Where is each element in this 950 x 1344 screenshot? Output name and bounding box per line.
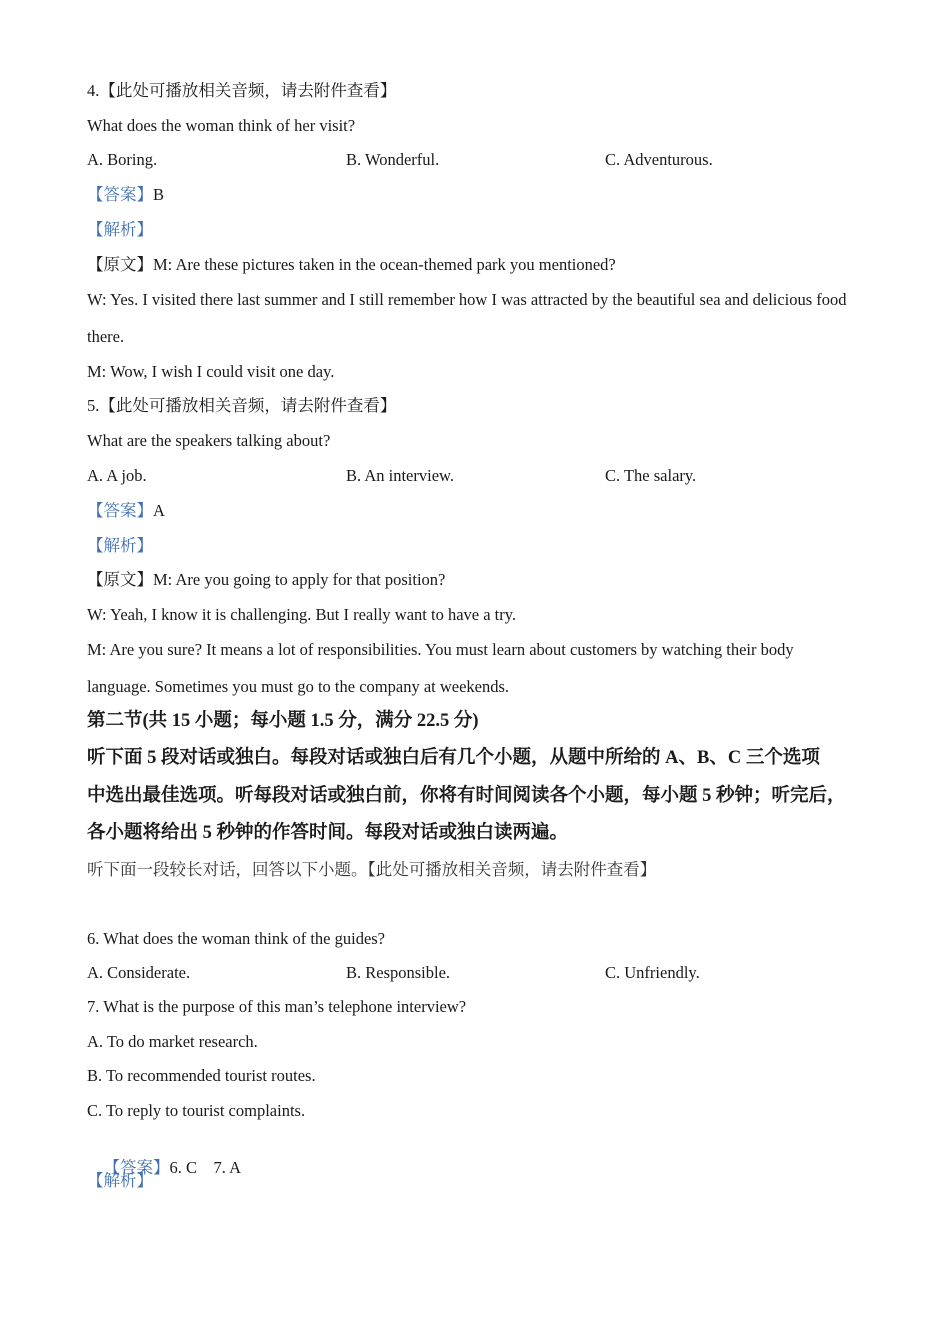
q4-original-label: 【原文】	[87, 255, 153, 274]
q6-option-c: C. Unfriendly.	[605, 963, 700, 982]
q4-transcript-line-4: M: Wow, I wish I could visit one day.	[87, 362, 335, 381]
q5-transcript-line-4: language. Sometimes you must go to the company at weekends.	[87, 677, 510, 696]
q5-answer	[87, 500, 165, 522]
q4-answer-value: B	[153, 185, 165, 204]
q5-options	[87, 465, 867, 487]
q6-options	[87, 962, 867, 984]
q4-answer-label: 【答案】	[87, 185, 153, 204]
dialogue-intro: 听下面一段较长对话，回答以下小题。【此处可播放相关音频，请去附件查看】	[87, 860, 657, 879]
q4-transcript-line-2: W: Yes. I visited there last summer and I still remember how I was attracted by the beautiful sea and delicious food	[87, 290, 847, 309]
q5-transcript-text-1: M: Are you going to apply for that position?	[153, 570, 446, 589]
q5-original-label: 【原文】	[87, 570, 153, 589]
q5-question: What are the speakers talking about?	[87, 431, 331, 450]
q4-option-b: B. Wonderful.	[346, 150, 440, 169]
q4-transcript-line-1	[87, 254, 616, 276]
q4-transcript-text-1: M: Are these pictures taken in the ocean-themed park you mentioned?	[153, 255, 616, 274]
q4-option-c: C. Adventurous.	[605, 150, 713, 169]
q7-question: 7. What is the purpose of this man’s telephone interview?	[87, 997, 467, 1016]
section2-instruction-2: 中选出最佳选项。听每段对话或独白前，你将有时间阅读各个小题，每小题 5 秒钟；听完后，	[87, 786, 846, 806]
q5-option-a: A. A job.	[87, 466, 147, 485]
q4-option-a: A. Boring.	[87, 150, 158, 169]
section2-instruction-3: 各小题将给出 5 秒钟的作答时间。每段对话或独白读两遍。	[87, 823, 569, 843]
section2-instruction-1: 听下面 5 段对话或独白。每段对话或独白后有几个小题，从题中所给的 A、B、C 三个选项	[87, 748, 820, 768]
q6-question: 6. What does the woman think of the guides?	[87, 929, 386, 948]
q5-header: 5.【此处可播放相关音频，请去附件查看】	[87, 396, 397, 415]
q7-option-c: C. To reply to tourist complaints.	[87, 1101, 306, 1120]
q5-transcript-line-3: M: Are you sure? It means a lot of responsibilities. You must learn about customers by watching their body	[87, 640, 794, 659]
q6-option-b: B. Responsible.	[346, 963, 451, 982]
q4-answer	[87, 184, 164, 206]
q5-transcript-line-2: W: Yeah, I know it is challenging. But I really want to have a try.	[87, 605, 517, 624]
q67-answer-label: 【答案】	[103, 1158, 170, 1177]
q5-transcript-line-1	[87, 569, 445, 591]
q4-analysis-label: 【解析】	[87, 220, 153, 239]
q5-answer-value: A	[153, 501, 165, 520]
section2-title: 第二节(共 15 小题；每小题 1.5 分，满分 22.5 分)	[87, 711, 479, 731]
q5-answer-label: 【答案】	[87, 501, 153, 520]
q4-transcript-line-3: there.	[87, 327, 125, 346]
q67-answer-value: 6. C 7. A	[169, 1158, 242, 1177]
q5-analysis-label: 【解析】	[87, 536, 153, 555]
q7-option-b: B. To recommended tourist routes.	[87, 1066, 316, 1085]
q5-option-c: C. The salary.	[605, 466, 697, 485]
q7-option-a: A. To do market research.	[87, 1032, 258, 1051]
q6-option-a: A. Considerate.	[87, 963, 191, 982]
q4-question: What does the woman think of her visit?	[87, 116, 356, 135]
q67-analysis-label: 【解析】	[87, 1171, 153, 1190]
q4-options	[87, 149, 867, 171]
q4-header: 4.【此处可播放相关音频，请去附件查看】	[87, 81, 397, 100]
q5-option-b: B. An interview.	[346, 466, 454, 485]
